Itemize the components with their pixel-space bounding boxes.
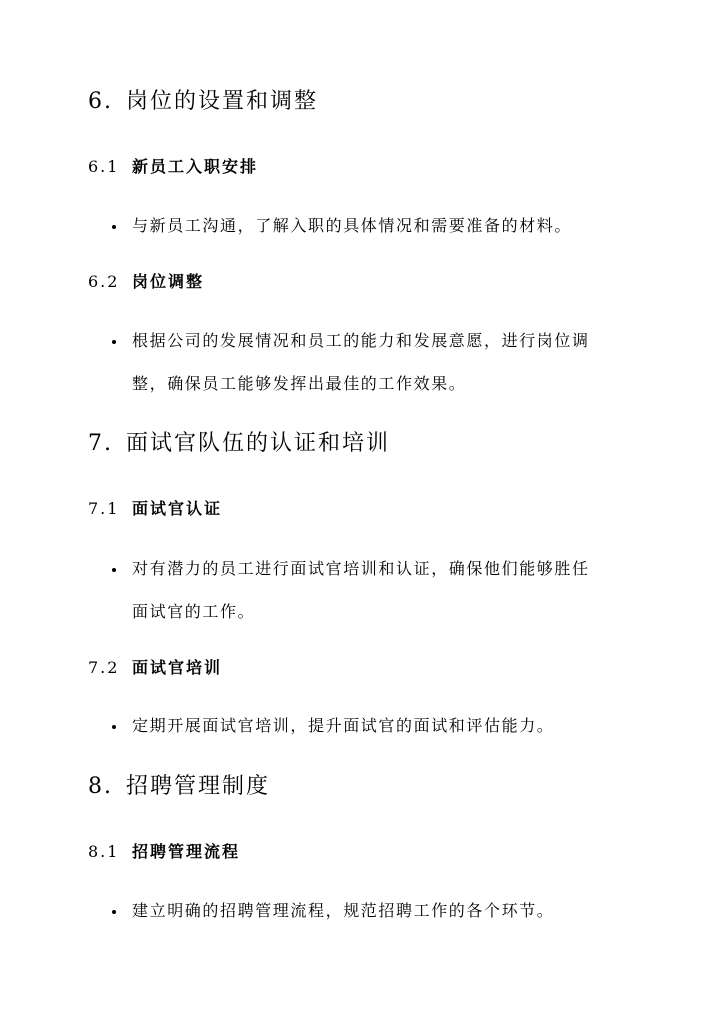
list-item-text: 根据公司的发展情况和员工的能力和发展意愿，进行岗位调 <box>132 331 590 350</box>
section-number: 6. <box>88 89 113 114</box>
subsection-title: 新员工入职安排 <box>132 157 259 176</box>
section-heading-7 <box>88 433 390 455</box>
bullet-dot-icon <box>112 910 116 914</box>
section-number: 8. <box>88 774 113 799</box>
list-item-text: 整，确保员工能够发挥出最佳的工作效果。 <box>132 374 467 393</box>
subsection-heading-7-2 <box>88 660 222 676</box>
section-heading-6 <box>88 91 318 113</box>
subsection-title: 岗位调整 <box>132 272 205 291</box>
section-title: 面试官队伍的认证和培训 <box>126 431 391 456</box>
bullet-dot-icon <box>112 725 116 729</box>
subsection-title: 面试官认证 <box>132 499 223 518</box>
list-item-text: 对有潜力的员工进行面试官培训和认证，确保他们能够胜任 <box>132 559 590 578</box>
bullet-dot-icon <box>112 568 116 572</box>
section-number: 7. <box>88 431 113 456</box>
subsection-heading-7-1 <box>88 501 222 517</box>
bullet-dot-icon <box>112 225 116 229</box>
subsection-number: 7.1 <box>88 499 120 518</box>
list-item-text: 面试官的工作。 <box>132 602 256 621</box>
subsection-number: 6.2 <box>88 272 120 291</box>
list-item-text: 建立明确的招聘管理流程，规范招聘工作的各个环节。 <box>132 901 555 920</box>
section-title: 岗位的设置和调整 <box>126 89 319 114</box>
list-item-text: 与新员工沟通，了解入职的具体情况和需要准备的材料。 <box>132 216 573 235</box>
list-item-text: 定期开展面试官培训，提升面试官的面试和评估能力。 <box>132 716 555 735</box>
subsection-heading-8-1 <box>88 844 240 860</box>
subsection-heading-6-1 <box>88 159 258 175</box>
section-heading-8 <box>88 776 270 798</box>
bullet-dot-icon <box>112 340 116 344</box>
subsection-title: 面试官培训 <box>132 658 223 677</box>
subsection-title: 招聘管理流程 <box>132 842 241 861</box>
subsection-number: 6.1 <box>88 157 120 176</box>
subsection-number: 8.1 <box>88 842 120 861</box>
subsection-number: 7.2 <box>88 658 120 677</box>
subsection-heading-6-2 <box>88 274 204 290</box>
section-title: 招聘管理制度 <box>126 774 271 799</box>
